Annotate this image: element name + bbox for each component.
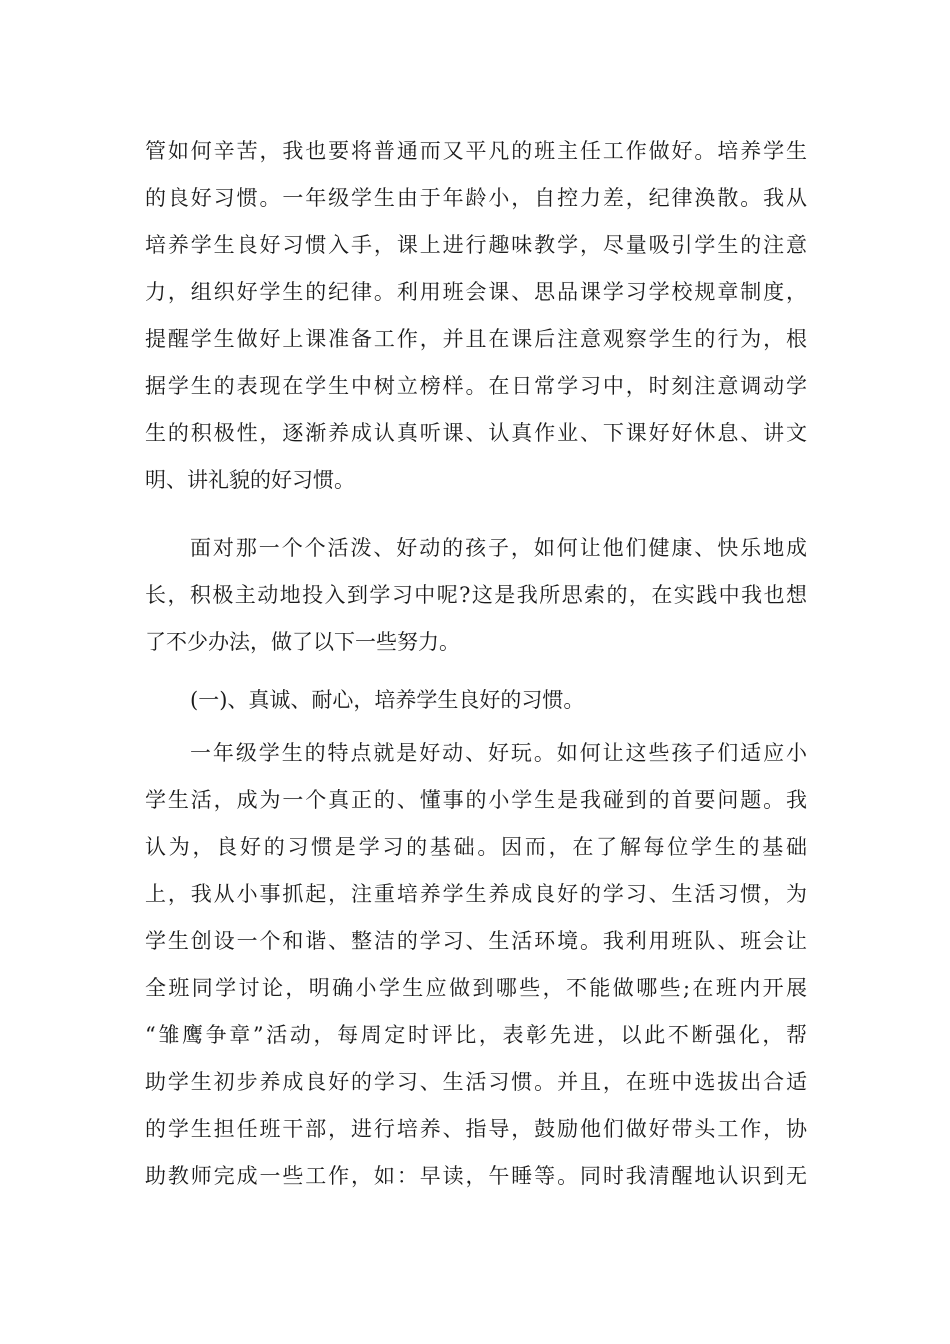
text-line: 的学生担任班干部，进行培养、指导，鼓励他们做好带头工作，协 xyxy=(145,1117,807,1141)
text-line: 助学生初步养成良好的学习、生活习惯。并且，在班中选拔出合适 xyxy=(145,1070,807,1094)
text-line: 上，我从小事抓起，注重培养学生养成良好的学习、生活习惯，为 xyxy=(145,882,807,906)
text-line: 长，积极主动地投入到学习中呢?这是我所思索的，在实践中我也想 xyxy=(145,583,807,607)
text-line: 明、讲礼貌的好习惯。 xyxy=(145,468,355,492)
text-line: 了不少办法，做了以下一些努力。 xyxy=(145,630,460,654)
text-line: 学生创设一个和谐、整洁的学习、生活环境。我利用班队、班会让 xyxy=(145,929,807,953)
text-line: 学生活，成为一个真正的、懂事的小学生是我碰到的首要问题。我 xyxy=(145,788,807,812)
section-heading: (一)、真诚、耐心，培养学生良好的习惯。 xyxy=(190,688,585,712)
text-line: 培养学生良好习惯入手，课上进行趣味教学，尽量吸引学生的注意 xyxy=(145,233,807,257)
text-line: 力，组织好学生的纪律。利用班会课、思品课学习学校规章制度， xyxy=(145,280,807,304)
text-line: 的良好习惯。一年级学生由于年龄小，自控力差，纪律涣散。我从 xyxy=(145,186,807,210)
text-line: “雏鹰争章”活动，每周定时评比，表彰先进，以此不断强化，帮 xyxy=(145,1023,807,1047)
paragraph-first-line: 一年级学生的特点就是好动、好玩。如何让这些孩子们适应小 xyxy=(190,741,807,765)
text-line: 全班同学讨论，明确小学生应做到哪些，不能做哪些;在班内开展 xyxy=(145,976,807,1000)
text-line: 认为，良好的习惯是学习的基础。因而，在了解每位学生的基础 xyxy=(145,835,807,859)
text-line: 助教师完成一些工作，如：早读，午睡等。同时我清醒地认识到无 xyxy=(145,1164,807,1188)
text-line: 提醒学生做好上课准备工作，并且在课后注意观察学生的行为，根 xyxy=(145,327,807,351)
text-line: 管如何辛苦，我也要将普通而又平凡的班主任工作做好。培养学生 xyxy=(145,139,807,163)
text-line: 据学生的表现在学生中树立榜样。在日常学习中，时刻注意调动学 xyxy=(145,374,807,398)
text-line: 生的积极性，逐渐养成认真听课、认真作业、下课好好休息、讲文 xyxy=(145,421,807,445)
paragraph-first-line: 面对那一个个活泼、好动的孩子，如何让他们健康、快乐地成 xyxy=(190,536,807,560)
